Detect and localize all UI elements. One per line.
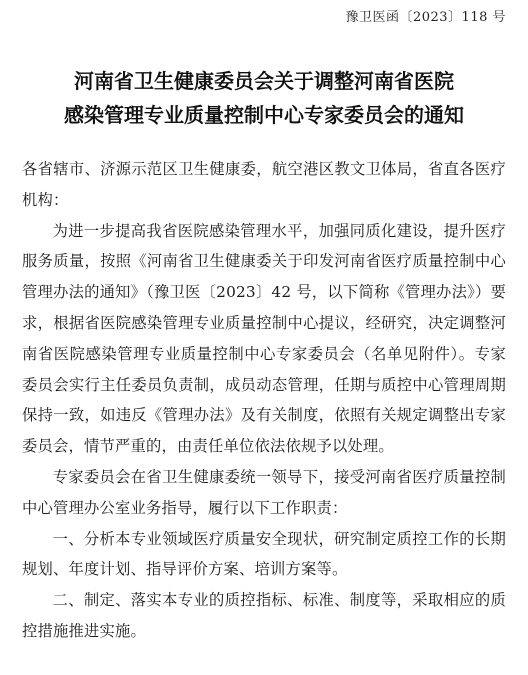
duty-item-1: 一、分析本专业领域医疗质量安全现状，研究制定质控工作的长期规划、年度计划、指导评价方案、培训方案等。 (22, 529, 506, 579)
duty-item-2: 二、制定、落实本专业的质控指标、标准、制度等，采取相应的质控措施推进实施。 (22, 591, 506, 640)
salutation: 各省辖市、济源示范区卫生健康委，航空港区教文卫体局，省直各医疗机构： (22, 160, 506, 209)
body-paragraph-1: 为进一步提高我省医院感染管理水平，加强同质化建设，提升医疗服务质量，按照《河南省卫生健康委关于印发河南省医疗质量控制中心管理办法的通知》（豫卫医〔2023〕42 号，以下简称《管理办法》）要求，根据省医院感染管理专业质量控制中心提议，经研究，决定调整河南省医院感染管理专业质量控制中心专家委员会（名单见附件）。专家委员会实行主任委员负责制，成员动态管理，任期与质控中心管理周期保持一致，如违反《管理办法》及有关制度，依照有关规定调整出专家委员会，情节严重的，由责任单位依法依规予以处理。 (22, 221, 506, 456)
body-paragraph-2: 专家委员会在省卫生健康委统一领导下，接受河南省医疗质量控制中心管理办公室业务指导，履行以下工作职责： (22, 467, 506, 517)
title-line-2: 感染管理专业质量控制中心专家委员会的通知 (64, 103, 464, 127)
document-number: 豫卫医函〔2023〕118 号 (345, 10, 506, 25)
title-line-1: 河南省卫生健康委员会关于调整河南省医院 (74, 69, 454, 93)
document-body (22, 154, 506, 647)
document-title (0, 64, 528, 132)
